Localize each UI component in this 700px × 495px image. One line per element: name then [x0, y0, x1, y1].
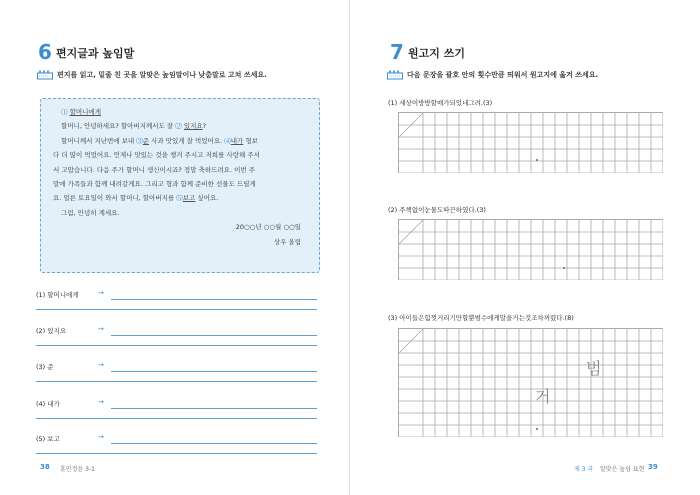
instruction-row [387, 70, 598, 80]
answer-row-5 [36, 434, 316, 452]
letter-text: 요. 얼른 토요일이 와서 할머니, 할아버지를 [53, 194, 177, 203]
answer-row-4 [36, 399, 316, 417]
letter-line [53, 105, 309, 119]
answer-line[interactable] [36, 453, 317, 454]
letter-text: 사과 맛있게 잘 먹었어요. [149, 136, 225, 145]
answer-line[interactable] [111, 299, 317, 300]
arrow-icon: → [98, 289, 104, 297]
question-label: (3) 준 [36, 363, 54, 371]
pencil-ruler-icon [37, 70, 53, 80]
letter-line [53, 134, 309, 148]
letter-text: 할머니께서 지난번에 보내 [61, 136, 137, 145]
grid-dot [536, 159, 538, 161]
marker-2: ⑵ [175, 122, 182, 131]
right-page [350, 0, 700, 495]
page-number: 38 [40, 463, 50, 471]
letter-line: 서 고맙습니다. 다음 주가 할머니 생신이시죠? 정말 축하드려요. 이번 주 [53, 165, 255, 174]
letter-line [53, 119, 309, 133]
section-number: 6 [38, 40, 52, 64]
marker-3: ⑶ [136, 136, 143, 145]
footer-chapter: 제 3 과 [574, 466, 594, 473]
section-title: 원고지 쓰기 [408, 47, 465, 60]
underlined-text: 내가 [230, 136, 244, 145]
grid-dot [536, 428, 538, 430]
pencil-ruler-icon [387, 70, 403, 80]
letter-line [53, 191, 309, 205]
letter-date: 20○○년 ○○월 ○○일 [235, 223, 301, 232]
answer-line[interactable] [111, 443, 317, 444]
footer-text: 훈민정음 3-1 [60, 466, 95, 473]
arrow-icon: → [98, 325, 104, 333]
marker-4: ⑷ [224, 136, 231, 145]
answer-line[interactable] [36, 345, 317, 346]
question-label: (1) 할머니에게 [36, 291, 79, 299]
letter-line: 말에 가족들과 함께 내려갈게요. 그리고 형과 함께 준비한 선물도 드릴게 [53, 180, 256, 189]
answer-row-2 [36, 326, 316, 344]
letter-line: 다 더 많이 먹었어요. 언제나 맛있는 것을 챙겨 주시고 저희를 사랑해 주셔 [53, 151, 260, 160]
letter-text: ? [202, 122, 207, 131]
answer-line[interactable] [36, 418, 317, 419]
letter-text: 싶어요. [195, 194, 219, 203]
grid-character: 범 [586, 359, 602, 378]
question-label: (2) 있지요 [36, 327, 67, 335]
answer-line[interactable] [111, 335, 317, 336]
answer-row-1 [36, 290, 316, 308]
question-label: (3) 아이들은힘껏거리기만할뿐범수에게말을거는것조차꺼렸다.(8) [388, 314, 574, 322]
question-label: (4) 내가 [36, 400, 60, 408]
underlined-text: 있지요 [183, 122, 203, 131]
answer-line[interactable] [36, 309, 317, 310]
manuscript-grid[interactable] [398, 112, 663, 173]
arrow-icon: → [98, 361, 104, 369]
page-number: 39 [648, 463, 658, 471]
question-label: (2) 주책없이눈물도따끈하였다.(3) [388, 206, 486, 214]
instruction-text: 편지를 읽고, 밑줄 친 곳을 알맞은 높임말이나 낮춤말로 고쳐 쓰세요. [57, 71, 267, 79]
arrow-icon: → [98, 398, 104, 406]
section-number: 7 [390, 40, 404, 64]
section-title: 편지글과 높임말 [56, 47, 135, 60]
grid-dot [563, 267, 565, 269]
letter-closing: 그럼, 안녕히 계세요. [61, 208, 120, 217]
instruction-text: 다음 문장을 괄호 안의 횟수만큼 띄워서 원고지에 옮겨 쓰세요. [407, 71, 599, 79]
marker-1: ⑴ [61, 108, 68, 116]
underlined-text: 할머니에게 [69, 108, 101, 116]
question-label: (1) 세상이방방할매가되었네그려.(3) [388, 99, 493, 107]
footer-title: 알맞은 높임 표현 [600, 466, 645, 473]
manuscript-grid[interactable] [398, 219, 663, 280]
grid-character: 거 [535, 387, 551, 406]
letter-text: 형보 [243, 136, 258, 145]
answer-row-3 [36, 362, 316, 380]
answer-line[interactable] [111, 408, 317, 409]
underlined-text: 준 [142, 136, 150, 145]
answer-line[interactable] [111, 371, 317, 372]
question-label: (5) 보고 [36, 435, 60, 443]
marker-5: ⑸ [176, 194, 183, 203]
underlined-text: 보고 [182, 194, 196, 203]
letter-text: 할머니, 안녕하세요? 할아버지께서도 잘 [61, 122, 176, 131]
arrow-icon: → [98, 433, 104, 441]
letter-signature: 상우 올림 [273, 237, 301, 246]
manuscript-grid[interactable] [398, 328, 663, 437]
answer-line[interactable] [36, 381, 317, 382]
letter-box [40, 98, 320, 273]
instruction-row [37, 70, 267, 80]
